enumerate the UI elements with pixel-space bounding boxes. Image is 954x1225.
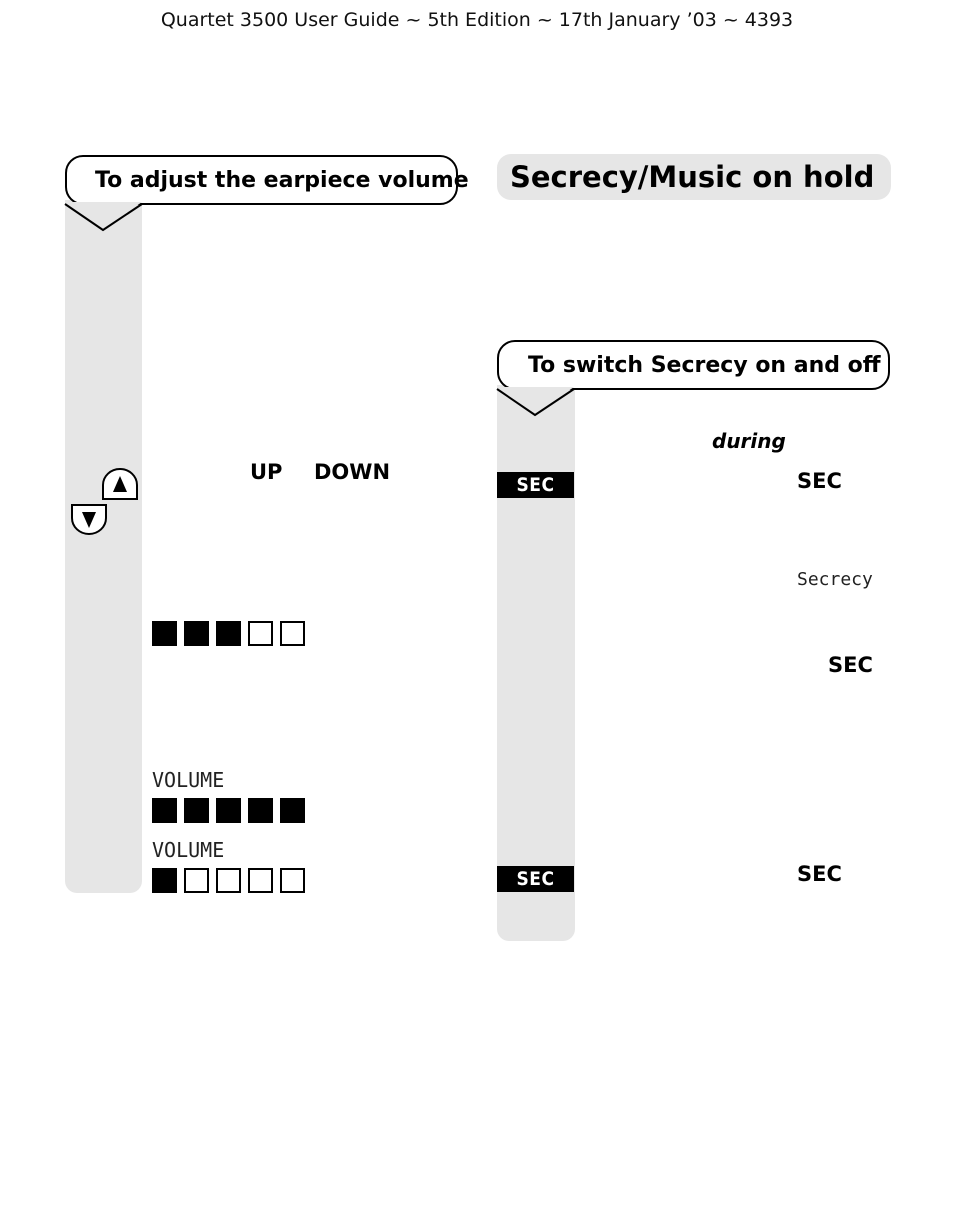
volume-level-bars-mid — [152, 621, 305, 646]
volume-bar-filled — [152, 868, 177, 893]
volume-bar-empty — [280, 621, 305, 646]
volume-bar-filled — [280, 798, 305, 823]
volume-bar-filled — [184, 621, 209, 646]
sec-label: SEC — [828, 653, 873, 677]
volume-bar-empty — [280, 868, 305, 893]
down-arrow-icon — [70, 502, 108, 536]
volume-bar-filled — [216, 798, 241, 823]
volume-bar-filled — [216, 621, 241, 646]
earpiece-volume-heading-text: To adjust the earpiece volume — [95, 167, 469, 193]
lcd-volume-label: VOLUME — [152, 838, 225, 862]
volume-bar-empty — [184, 868, 209, 893]
up-arrow-icon — [101, 468, 139, 502]
sec-label: SEC — [797, 469, 842, 493]
volume-level-bars-low — [152, 868, 305, 893]
sec-key-button[interactable]: SEC — [497, 472, 574, 498]
left-margin-column — [65, 200, 142, 893]
volume-bar-filled — [152, 798, 177, 823]
volume-bar-filled — [152, 621, 177, 646]
volume-bar-empty — [216, 868, 241, 893]
lcd-secrecy-display: Secrecy — [797, 569, 873, 590]
heading-pointer-right — [496, 387, 578, 419]
volume-bar-empty — [248, 621, 273, 646]
secrecy-heading-text: To switch Secrecy on and off — [528, 352, 881, 378]
lcd-volume-label: VOLUME — [152, 768, 225, 792]
section-title — [497, 154, 891, 200]
sec-label: SEC — [797, 862, 842, 886]
volume-bar-filled — [184, 798, 209, 823]
page-header: Quartet 3500 User Guide ~ 5th Edition ~ 17th January ’03 ~ 4393 — [160, 9, 794, 31]
right-margin-column — [497, 385, 575, 941]
up-label: UP — [250, 460, 283, 484]
volume-bar-empty — [248, 868, 273, 893]
section-title-text: Secrecy/Music on hold — [510, 160, 875, 194]
volume-level-bars-high — [152, 798, 305, 823]
sec-key-button[interactable]: SEC — [497, 866, 574, 892]
volume-bar-filled — [248, 798, 273, 823]
heading-pointer-left — [64, 202, 146, 234]
down-arrow-button[interactable] — [70, 502, 108, 536]
during-text: during — [712, 429, 786, 453]
up-arrow-button[interactable] — [101, 468, 139, 502]
earpiece-volume-heading — [65, 155, 469, 205]
secrecy-heading — [497, 340, 890, 390]
down-label: DOWN — [314, 460, 391, 484]
